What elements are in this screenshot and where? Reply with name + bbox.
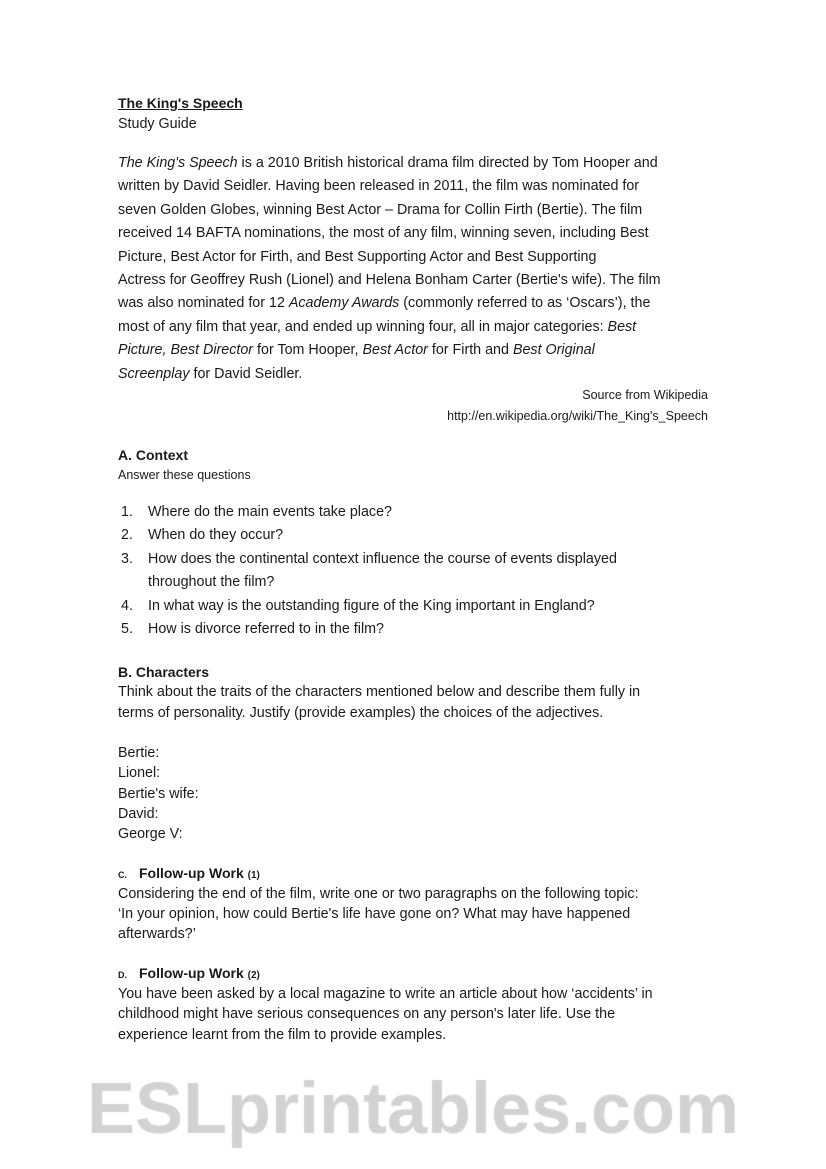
section-d-letter: D. xyxy=(118,970,127,980)
intro-line xyxy=(118,201,642,219)
intro-segment: received 14 BAFTA nominations, the most of any film, winning seven, including Best xyxy=(118,225,649,242)
section-c-line: afterwards?’ xyxy=(118,926,196,942)
question-text: In what way is the outstanding figure of the King important in England? xyxy=(148,597,595,614)
intro-segment: written by David Seidler. Having been released in 2011, the film was nominated for xyxy=(118,178,640,195)
intro-segment: Actress for Geoffrey Rush (Lionel) and Helena Bonham Carter (Bertie's wife). The film xyxy=(118,272,661,288)
section-c-letter: C. xyxy=(118,870,127,880)
section-d-line: You have been asked by a local magazine to write an article about how ‘accidents’ in xyxy=(118,986,653,1002)
intro-segment: for Tom Hooper, xyxy=(253,342,363,359)
question-item xyxy=(121,550,617,568)
intro-line xyxy=(118,154,658,172)
intro-segment: Best Actor xyxy=(362,342,428,359)
question-number: 1. xyxy=(121,504,133,520)
intro-line xyxy=(118,294,650,312)
document-subtitle: Study Guide xyxy=(118,116,197,132)
question-text: How is divorce referred to in the film? xyxy=(148,621,384,637)
question-item xyxy=(121,620,384,638)
section-d-line: childhood might have serious consequences on any person's later life. Use the xyxy=(118,1006,616,1022)
intro-segment: Best xyxy=(607,318,637,335)
section-c-title: Follow-up Work xyxy=(139,865,244,881)
character-berties-wife: Bertie's wife: xyxy=(118,786,199,802)
document-title: The King's Speech xyxy=(118,95,243,111)
question-item xyxy=(148,573,274,591)
intro-line xyxy=(118,177,639,195)
intro-segment: Academy Awards xyxy=(288,295,400,312)
section-c-line: Considering the end of the film, write one or two paragraphs on the following topic: xyxy=(118,886,639,902)
intro-segment: for David Seidler. xyxy=(189,365,303,382)
intro-segment: for Firth and xyxy=(427,342,513,359)
character-bertie: Bertie: xyxy=(118,745,160,761)
intro-line xyxy=(118,224,649,242)
intro-segment: is a 2010 British historical drama film directed by Tom Hooper and xyxy=(237,155,658,171)
character-david: David: xyxy=(118,806,159,822)
intro-segment: Picture, Best Actor for Firth, and Best Supporting Actor and Best Supporting xyxy=(118,248,597,265)
intro-line xyxy=(118,365,302,383)
character-lionel: Lionel: xyxy=(118,765,161,781)
question-number: 3. xyxy=(121,550,133,567)
watermark-logo xyxy=(40,1068,786,1158)
intro-segment: Screenplay xyxy=(118,365,190,382)
character-george-v: George V: xyxy=(118,826,183,842)
section-b-heading: B. Characters xyxy=(118,664,210,680)
section-b-line: terms of personality. Justify (provide examples) the choices of the adjectives. xyxy=(118,705,604,721)
section-c-heading xyxy=(118,864,260,885)
intro-segment: most of any film that year, and ended up winning four, all in major categories: xyxy=(118,318,608,335)
question-item xyxy=(121,597,595,615)
section-b-line: Think about the traits of the characters mentioned below and describe them fully in xyxy=(118,684,641,700)
source-label: Source from Wikipedia xyxy=(582,388,708,402)
question-text: throughout the film? xyxy=(148,574,275,591)
section-a-instruction: Answer these questions xyxy=(118,468,251,482)
section-c-line: ‘In your opinion, how could Bertie's life have gone on? What may have happened xyxy=(118,906,631,922)
intro-segment: The King's Speech xyxy=(118,155,238,171)
question-number: 4. xyxy=(121,597,133,614)
section-d-title: Follow-up Work xyxy=(139,965,244,981)
question-number: 5. xyxy=(121,621,133,637)
question-text: When do they occur? xyxy=(148,527,284,544)
question-text: How does the continental context influence the course of events displayed xyxy=(148,550,617,567)
intro-segment: (commonly referred to as ‘Oscars’), the xyxy=(399,295,651,312)
question-item xyxy=(121,503,392,521)
section-d-heading xyxy=(118,964,260,985)
source-url[interactable]: http://en.wikipedia.org/wiki/The_King's_Speech xyxy=(447,409,708,423)
section-c-suffix: (1) xyxy=(247,870,260,881)
question-text: Where do the main events take place? xyxy=(148,504,392,520)
intro-line xyxy=(118,318,636,336)
section-a-heading: A. Context xyxy=(118,447,188,463)
intro-line xyxy=(118,248,596,266)
intro-segment: Best Original xyxy=(512,342,595,359)
intro-line xyxy=(118,341,595,359)
intro-segment: Picture, Best Director xyxy=(118,342,254,359)
question-item xyxy=(121,526,283,544)
intro-line xyxy=(118,271,661,289)
question-number: 2. xyxy=(121,527,133,544)
section-d-suffix: (2) xyxy=(247,970,260,981)
intro-segment: seven Golden Globes, winning Best Actor – Drama for Collin Firth (Bertie). The film xyxy=(118,201,643,218)
intro-segment: was also nominated for 12 xyxy=(118,295,289,312)
section-d-line: experience learnt from the film to provide examples. xyxy=(118,1027,447,1043)
